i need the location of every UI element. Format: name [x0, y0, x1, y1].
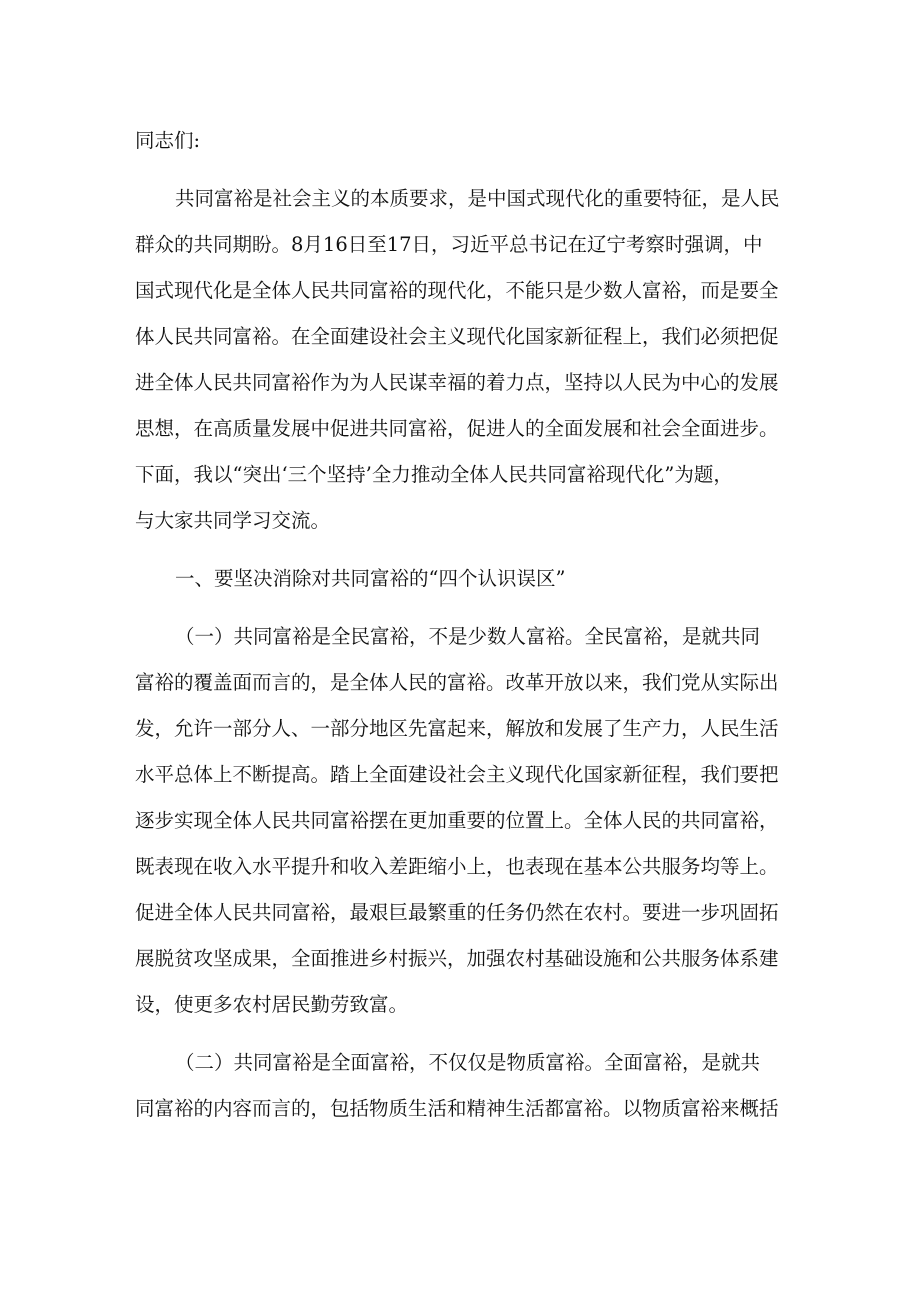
paragraph-1-line-7: 下面，我以“突出‘三个坚持’全力推动全体人民共同富裕现代化”为题， — [135, 463, 733, 486]
salutation: 同志们: — [135, 129, 201, 152]
paragraph-3-line-1: （一）共同富裕是全民富裕，不是少数人富裕。全民富裕，是就共同 — [175, 625, 761, 648]
paragraph-1-line-6: 思想，在高质量发展中促进共同富裕，促进人的全面发展和社会全面进步。 — [135, 417, 779, 440]
paragraph-3-line-4: 水平总体上不断提高。踏上全面建设社会主义现代化国家新征程，我们要把 — [135, 763, 779, 786]
paragraph-3-line-3: 发，允许一部分人、一部分地区先富起来，解放和发展了生产力，人民生活 — [135, 717, 779, 740]
paragraph-1-line-4: 体人民共同富裕。在全面建设社会主义现代化国家新征程上，我们必须把促 — [135, 325, 779, 348]
paragraph-3-line-9: 设，使更多农村居民勤劳致富。 — [135, 993, 409, 1016]
paragraph-1-line-3: 国式现代化是全体人民共同富裕的现代化，不能只是少数人富裕，而是要全 — [135, 279, 779, 302]
paragraph-1-line-2: 群众的共同期盼。8月16日至17日，习近平总书记在辽宁考察时强调，中 — [135, 233, 763, 256]
paragraph-3-line-5: 逐步实现全体人民共同富裕摆在更加重要的位置上。全体人民的共同富裕， — [135, 809, 779, 832]
paragraph-3-line-6: 既表现在收入水平提升和收入差距缩小上，也表现在基本公共服务均等上。 — [135, 855, 779, 878]
paragraph-3-line-7: 促进全体人民共同富裕，最艰巨最繁重的任务仍然在农村。要进一步巩固拓 — [135, 901, 779, 924]
paragraph-4-line-1: （二）共同富裕是全面富裕，不仅仅是物质富裕。全面富裕，是就共 — [175, 1051, 761, 1074]
paragraph-4-line-2: 同富裕的内容而言的，包括物质生活和精神生活都富裕。以物质富裕来概括 — [135, 1097, 779, 1120]
section-heading-1: 一、要坚决消除对共同富裕的“四个认识误区” — [175, 567, 566, 590]
paragraph-1-line-1: 共同富裕是社会主义的本质要求，是中国式现代化的重要特征，是人民 — [175, 187, 780, 210]
paragraph-1-line-5: 进全体人民共同富裕作为为人民谋幸福的着力点，坚持以人民为中心的发展 — [135, 371, 779, 394]
paragraph-1-line-8: 与大家共同学习交流。 — [135, 509, 331, 532]
paragraph-3-line-2: 富裕的覆盖面而言的，是全体人民的富裕。改革开放以来，我们党从实际出 — [135, 671, 779, 694]
paragraph-3-line-8: 展脱贫攻坚成果，全面推进乡村振兴，加强农村基础设施和公共服务体系建 — [135, 947, 779, 970]
